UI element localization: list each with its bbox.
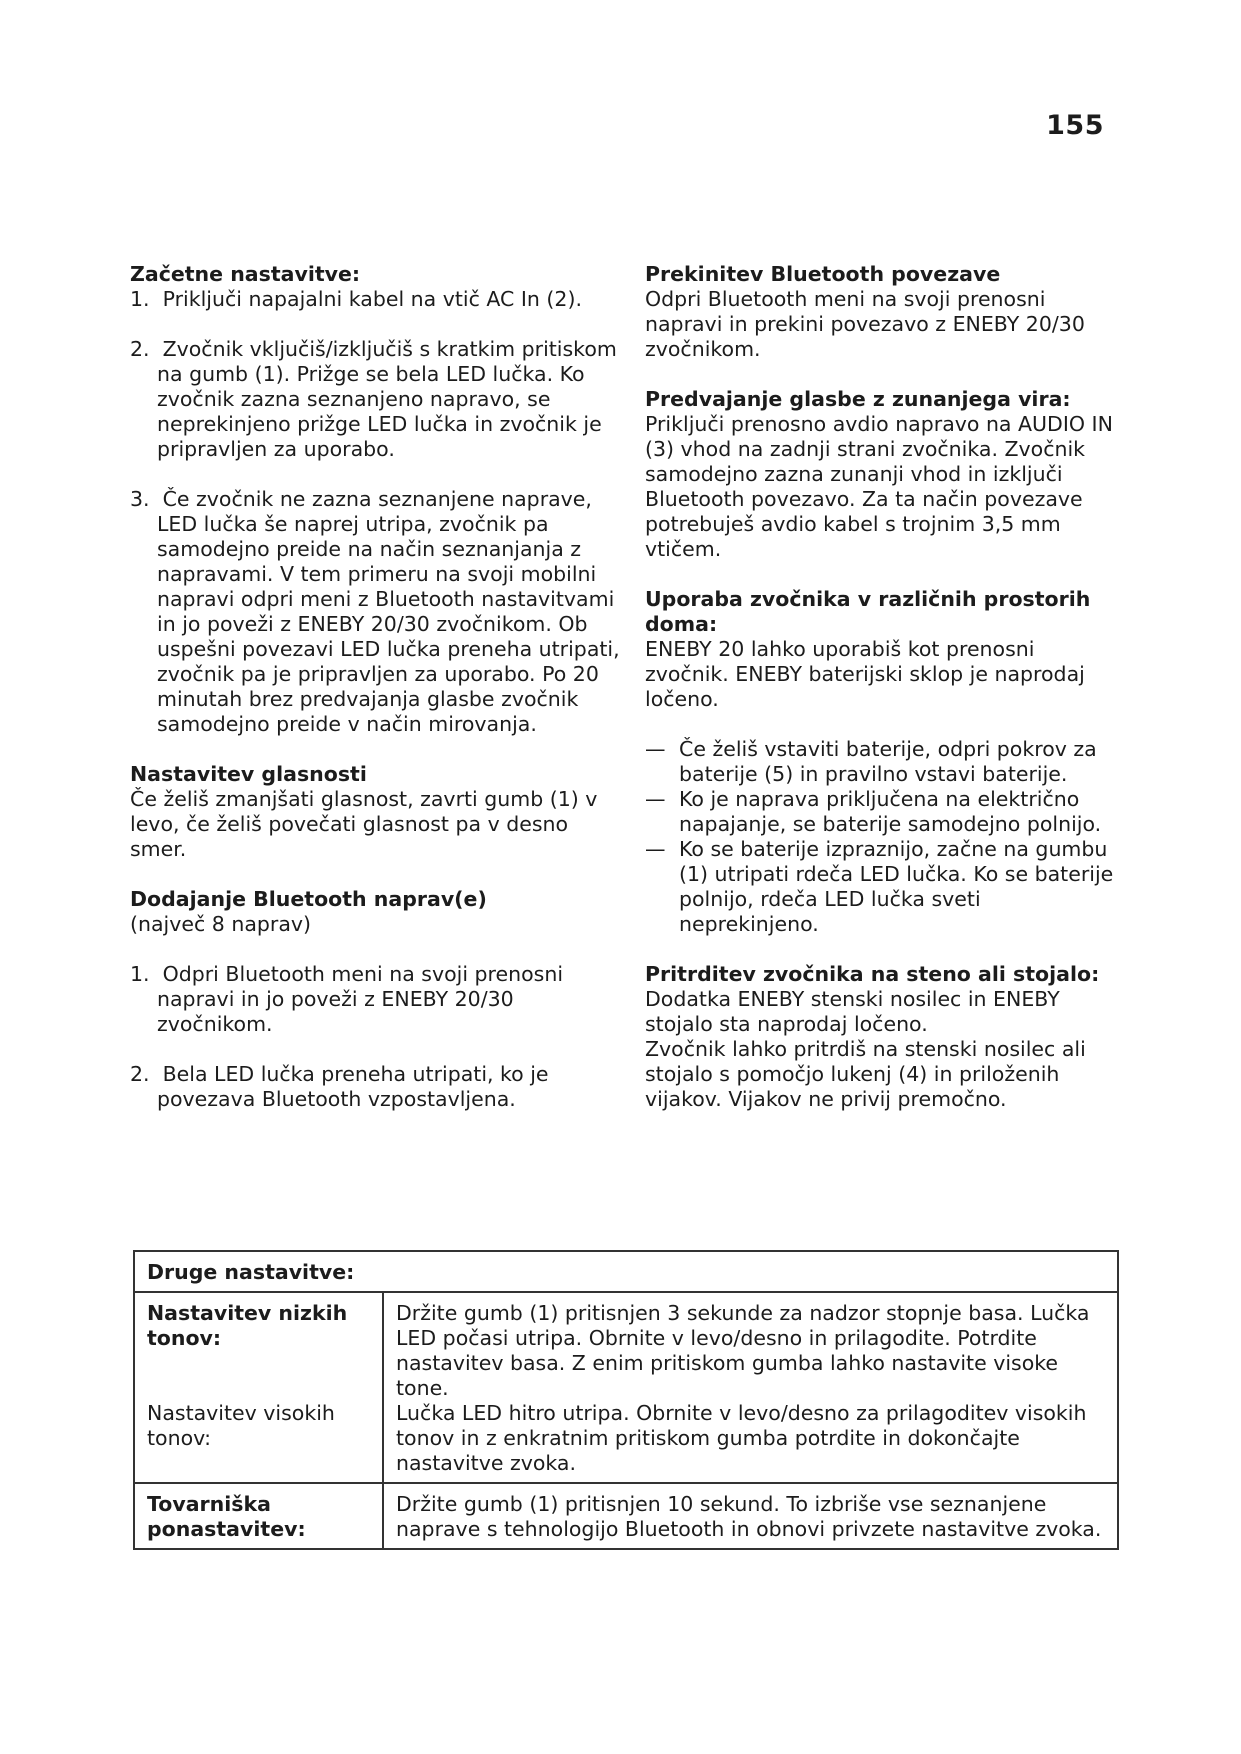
table-text-cell [383,1483,1117,1548]
rooms-heading: Uporaba zvočnika v različnih prostorih doma: [645,587,1091,636]
dash-mark: — [645,737,666,761]
other-settings-table [133,1250,1119,1550]
list-item [645,787,1115,837]
treble-label: Nastavitev visokih tonov: [147,1401,335,1450]
volume-section [130,762,620,862]
disconnect-heading: Prekinitev Bluetooth povezave [645,262,1001,286]
bullet-text: Ko se baterije izpraznijo, začne na gumbu (1) utripati rdeča LED lučka. Ko se baterije polnijo, rdeča LED lučka sveti neprekinjeno. [679,837,1114,936]
mounting-heading: Pritrditev zvočnika na steno ali stojalo: [645,962,1100,986]
treble-text: Lučka LED hitro utripa. Obrnite v levo/desno za prilagoditev visokih tonov in z enkratnim pritiskom gumba potrdite in dokončajte nastavitve zvoka. [396,1401,1087,1475]
list-item [645,837,1115,937]
table-title: Druge nastavitve: [135,1252,1117,1293]
rooms-bullets [645,737,1115,937]
volume-heading: Nastavitev glasnosti [130,762,367,786]
mounting-text-2: Zvočnik lahko pritrdiš na stenski nosilec ali stojalo s pomočjo lukenj (4) in priloženih vijakov. Vijakov ne privij premočno. [645,1037,1086,1111]
volume-text: Če želiš zmanjšati glasnost, zavrti gumb (1) v levo, če želiš povečati glasnost pa v desno smer. [130,787,598,861]
bass-text: Držite gumb (1) pritisnjen 3 sekunde za nadzor stopnje basa. Lučka LED počasi utripa. Obrnite v levo/desno in prilagodite. Potrdite nastavitev basa. Z enim pritiskom gumba lahko nastavite visoke tone. [396,1301,1090,1400]
table-text-cell [383,1293,1117,1483]
disconnect-text: Odpri Bluetooth meni na svoji prenosni napravi in prekini povezavo z ENEBY 20/30 zvočnikom. [645,287,1085,361]
list-item [645,737,1115,787]
initial-settings-section [130,262,620,737]
mounting-section [645,962,1115,1112]
table-row [135,1293,1117,1483]
settings-table [135,1293,1117,1548]
factory-reset-text: Držite gumb (1) pritisnjen 10 sekund. To izbriše vse seznanjene naprave s tehnologijo Bluetooth in obnovi privzete nastavitve zvoka. [396,1492,1102,1541]
table-row [135,1483,1117,1548]
bullet-text: Če želiš vstaviti baterije, odpri pokrov za baterije (5) in pravilno vstavi baterije. [679,737,1097,786]
external-source-text: Priključi prenosno avdio napravo na AUDIO IN (3) vhod na zadnji strani zvočnika. Zvočnik samodejno zazna zunanji vhod in izključi Bluetooth povezavo. Za ta način povezave potrebuješ avdio kabel s trojnim 3,5 mm vtičem. [645,412,1113,561]
list-item: 3. Če zvočnik ne zazna seznanjene naprave, LED lučka še naprej utripa, zvočnik pa samodejno preide na način seznanjanja z napravami. V tem primeru na svoji mobilni napravi odpri meni z Bluetooth nastavitvami in jo poveži z ENEBY 20/30 zvočnikom. Ob uspešni povezavi LED lučka preneha utripati, zvočnik pa je pripravljen za uporabo. Po 20 minutah brez predvajanja glasbe zvočnik samodejno preide v način mirovanja. [130,487,620,736]
initial-settings-steps [130,287,620,737]
disconnect-section [645,262,1115,362]
left-column [130,262,620,1137]
add-devices-subheading: (največ 8 naprav) [130,912,312,936]
rooms-text: ENEBY 20 lahko uporabiš kot prenosni zvočnik. ENEBY baterijski sklop je naprodaj ločeno. [645,637,1085,711]
list-item: 1. Priključi napajalni kabel na vtič AC In (2). [130,287,582,311]
add-devices-steps [130,962,620,1112]
right-column [645,262,1115,1137]
dash-mark: — [645,837,666,861]
list-item: 2. Zvočnik vključiš/izključiš s kratkim pritiskom na gumb (1). Prižge se bela LED lučka. Ko zvočnik zazna seznanjeno napravo, se neprekinjeno prižge LED lučka in zvočnik je pripravljen za uporabo. [130,337,617,461]
bullet-text: Ko je naprava priključena na električno napajanje, se baterije samodejno polnijo. [679,787,1102,836]
list-item: 2. Bela LED lučka preneha utripati, ko je povezava Bluetooth vzpostavljena. [130,1062,549,1111]
rooms-section [645,587,1115,937]
external-source-section [645,387,1115,562]
initial-settings-heading: Začetne nastavitve: [130,262,361,286]
list-item: 1. Odpri Bluetooth meni na svoji prenosni napravi in jo poveži z ENEBY 20/30 zvočnikom. [130,962,564,1036]
external-source-heading: Predvajanje glasbe z zunanjega vira: [645,387,1071,411]
page-number: 155 [1046,110,1104,141]
table-label-cell [135,1483,383,1548]
mounting-text-1: Dodatka ENEBY stenski nosilec in ENEBY stojalo sta naprodaj ločeno. [645,987,1060,1036]
add-devices-section [130,887,620,1112]
add-devices-heading: Dodajanje Bluetooth naprav(e) [130,887,487,911]
table-label-cell [135,1293,383,1483]
factory-reset-label: Tovarniška ponastavitev: [147,1492,306,1541]
bass-label: Nastavitev nizkih tonov: [147,1301,348,1350]
dash-mark: — [645,787,666,811]
